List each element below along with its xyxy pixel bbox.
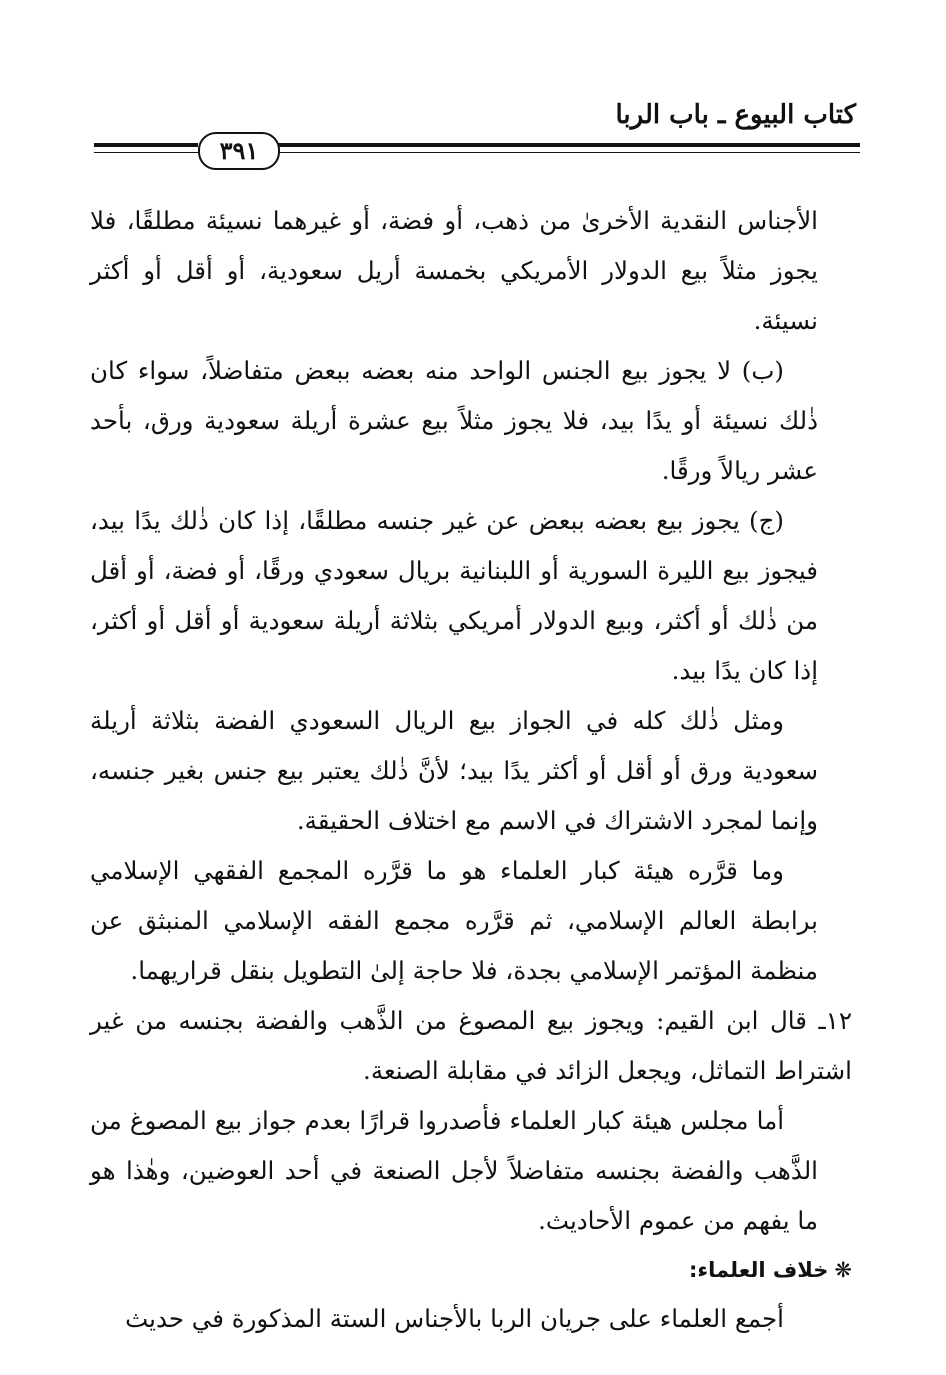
header-rule-left-thick bbox=[94, 143, 198, 147]
paragraph-consensus: أجمع العلماء على جريان الربا بالأجناس الستة المذكورة في حديث bbox=[125, 1304, 784, 1333]
header-rule-right-thick bbox=[274, 143, 860, 147]
header-rule-right-thin bbox=[274, 152, 860, 153]
paragraph-council-decision: وما قرَّره هيئة كبار العلماء هو ما قرَّره المجمع الفقهي الإسلامي برابطة العالم الإسلامي، ثم قرَّره مجمع الفقه الإسلامي المنبثق عن منظمة المؤتمر الإسلامي بجدة، فلا حاجة إلىٰ التطويل بنقل قراريهما. bbox=[90, 856, 818, 985]
paragraph-b: (ب) لا يجوز بيع الجنس الواحد منه بعضه ببعض متفاضلاً، سواء كان ذٰلك نسيئة أو يدًا بيد، فلا يجوز مثلاً بيع عشرة أريلة سعودية ورق، بأحد عشر ريالاً ورقًا. bbox=[90, 356, 818, 485]
header-rule-left-thin bbox=[94, 152, 198, 153]
star-ornament-icon: ❋ bbox=[834, 1258, 852, 1282]
paragraph-similarly: ومثل ذٰلك كله في الجواز بيع الريال السعودي الفضة بثلاثة أريلة سعودية ورق أو أقل أو أكثر يدًا بيد؛ لأنَّ ذٰلك يعتبر بيع جنس بغير جنسه، وإنما لمجرد الاشتراك في الاسم مع اختلاف الحقيقة. bbox=[90, 706, 818, 835]
main-text bbox=[90, 196, 852, 1344]
page-number: ٣٩١ bbox=[198, 132, 280, 170]
numbered-item-12: ١٢ـ قال ابن القيم: ويجوز بيع المصوغ من الذَّهب والفضة بجنسه من غير اشتراط التماثل، ويجعل الزائد في مقابلة الصنعة. bbox=[90, 1006, 852, 1085]
paragraph-continuation: الأجناس النقدية الأخرىٰ من ذهب، أو فضة، أو غيرهما نسيئة مطلقًا، فلا يجوز مثلاً بيع الدولار الأمريكي بخمسة أريل سعودية، أو أقل أو أكثر نسيئة. bbox=[90, 206, 818, 335]
section-heading-label: خلاف العلماء: bbox=[688, 1258, 829, 1282]
paragraph-c: (ج) يجوز بيع بعضه ببعض عن غير جنسه مطلقًا، إذا كان ذٰلك يدًا بيد، فيجوز بيع الليرة السورية أو اللبنانية بريال سعودي ورقًا، أو فضة، أو أقل من ذٰلك أو أكثر، وبيع الدولار أمريكي بثلاثة أريلة سعودية أو أقل أو أكثر، إذا كان يدًا بيد. bbox=[90, 506, 818, 685]
running-title: كتاب البيوع ـ باب الربا bbox=[615, 100, 856, 130]
section-heading bbox=[90, 1246, 852, 1294]
paragraph-council-goldsmith: أما مجلس هيئة كبار العلماء فأصدروا قرارًا بعدم جواز بيع المصوغ من الذَّهب والفضة بجنسه متفاضلاً لأجل الصنعة في أحد العوضين، وهٰذا هو ما يفهم من عموم الأحاديث. bbox=[90, 1106, 818, 1235]
